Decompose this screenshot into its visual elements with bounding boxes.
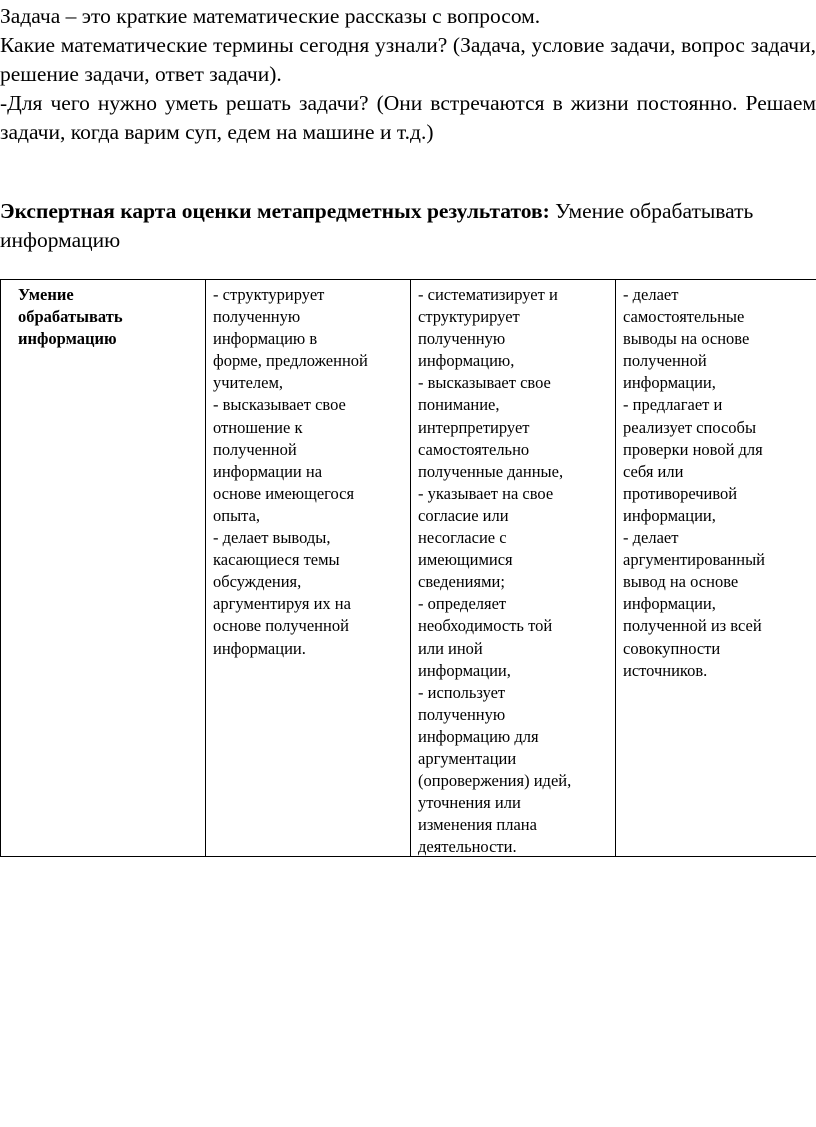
cell-line: выводы на основе	[623, 329, 750, 349]
cell-line: - систематизирует и	[418, 285, 558, 304]
cell-line: аргументируя их на	[213, 594, 351, 614]
intro-question-terms: Какие математические термины сегодня узнали? (Задача, условие задачи, вопрос задачи, решение задачи, ответ задачи).	[0, 33, 816, 86]
cell-line: основе полученной	[213, 616, 349, 636]
cell-line: сведениями;	[418, 572, 505, 592]
cell-line: - высказывает свое	[213, 395, 346, 415]
skill-name-text	[18, 284, 199, 856]
intro-text	[0, 2, 816, 147]
cell-line: информации на	[213, 461, 323, 481]
cell-line: обсуждения,	[213, 572, 302, 592]
cell-line: (опровержения) идей,	[418, 771, 572, 791]
cell-line: полученные данные,	[418, 461, 564, 481]
cell-line: изменения плана	[418, 815, 537, 835]
cell-line: полученную	[418, 329, 506, 349]
level-2-text	[418, 284, 609, 856]
cell-line: понимание,	[418, 395, 500, 415]
cell-line: совокупности	[623, 638, 721, 658]
cell-line: аргументации	[418, 748, 517, 768]
cell-line: - указывает на свое	[418, 483, 554, 503]
skill-name-cell	[1, 280, 206, 857]
level-1-cell	[206, 280, 411, 857]
cell-line: информации.	[213, 638, 306, 658]
cell-line: необходимость той	[418, 616, 553, 636]
section-heading-normal: Умение обрабатывать информацию	[0, 199, 754, 252]
cell-line: отношение к	[213, 417, 303, 437]
cell-line: - определяет	[418, 594, 507, 614]
cell-line: уточнения или	[418, 793, 521, 813]
cell-line: самостоятельно	[418, 439, 530, 459]
cell-line: Умение	[18, 285, 74, 304]
level-3-text	[623, 284, 810, 856]
cell-line: информации,	[623, 373, 716, 393]
cell-line: деятельности.	[418, 837, 517, 857]
level-3-cell	[616, 280, 816, 857]
cell-line: информации,	[623, 594, 716, 614]
cell-line: проверки новой для	[623, 439, 763, 459]
cell-line: полученной	[213, 439, 297, 459]
intro-definition: Задача – это краткие математические рассказы с вопросом.	[0, 4, 541, 28]
cell-line: информацию,	[418, 351, 515, 371]
cell-line: имеющимися	[418, 550, 513, 570]
cell-line: источников.	[623, 660, 708, 680]
cell-line: - делает выводы,	[213, 528, 331, 548]
section-heading	[0, 197, 816, 255]
cell-line: несогласие с	[418, 528, 507, 548]
table-row	[1, 280, 816, 857]
cell-line: информацию	[18, 329, 117, 349]
cell-line: основе имеющегося	[213, 483, 355, 503]
cell-line: опыта,	[213, 505, 261, 525]
cell-line: реализует способы	[623, 417, 757, 437]
cell-line: полученную	[213, 307, 301, 327]
expert-card-table	[0, 279, 816, 857]
cell-line: - делает	[623, 285, 679, 304]
cell-line: - использует	[418, 682, 506, 702]
cell-line: полученную	[418, 704, 506, 724]
cell-line: касающиеся темы	[213, 550, 340, 570]
cell-line: обрабатывать	[18, 307, 123, 327]
cell-line: самостоятельные	[623, 307, 745, 327]
cell-line: форме, предложенной	[213, 351, 368, 371]
cell-line: противоречивой	[623, 483, 738, 503]
cell-line: себя или	[623, 461, 684, 481]
cell-line: информации,	[418, 660, 511, 680]
cell-line: - предлагает и	[623, 395, 723, 415]
cell-line: учителем,	[213, 373, 284, 393]
cell-line: полученной из всей	[623, 616, 762, 636]
cell-line: структурирует	[418, 307, 520, 327]
level-2-cell	[411, 280, 616, 857]
cell-line: аргументированный	[623, 550, 765, 570]
cell-line: полученной	[623, 351, 707, 371]
cell-line: согласие или	[418, 505, 509, 525]
cell-line: интерпретирует	[418, 417, 530, 437]
section-heading-bold: Экспертная карта оценки метапредметных результатов:	[0, 199, 550, 223]
cell-line: информации,	[623, 505, 716, 525]
cell-line: вывод на основе	[623, 572, 739, 592]
cell-line: - структурирует	[213, 285, 325, 304]
cell-line: информацию для	[418, 726, 539, 746]
cell-line: - делает	[623, 528, 679, 548]
cell-line: - высказывает свое	[418, 373, 551, 393]
cell-line: или иной	[418, 638, 483, 658]
level-1-text	[213, 284, 404, 856]
intro-question-purpose: -Для чего нужно уметь решать задачи? (Они встречаются в жизни постоянно. Решаем задачи, когда варим суп, едем на машине и т.д.)	[0, 91, 816, 144]
cell-line: информацию в	[213, 329, 318, 349]
